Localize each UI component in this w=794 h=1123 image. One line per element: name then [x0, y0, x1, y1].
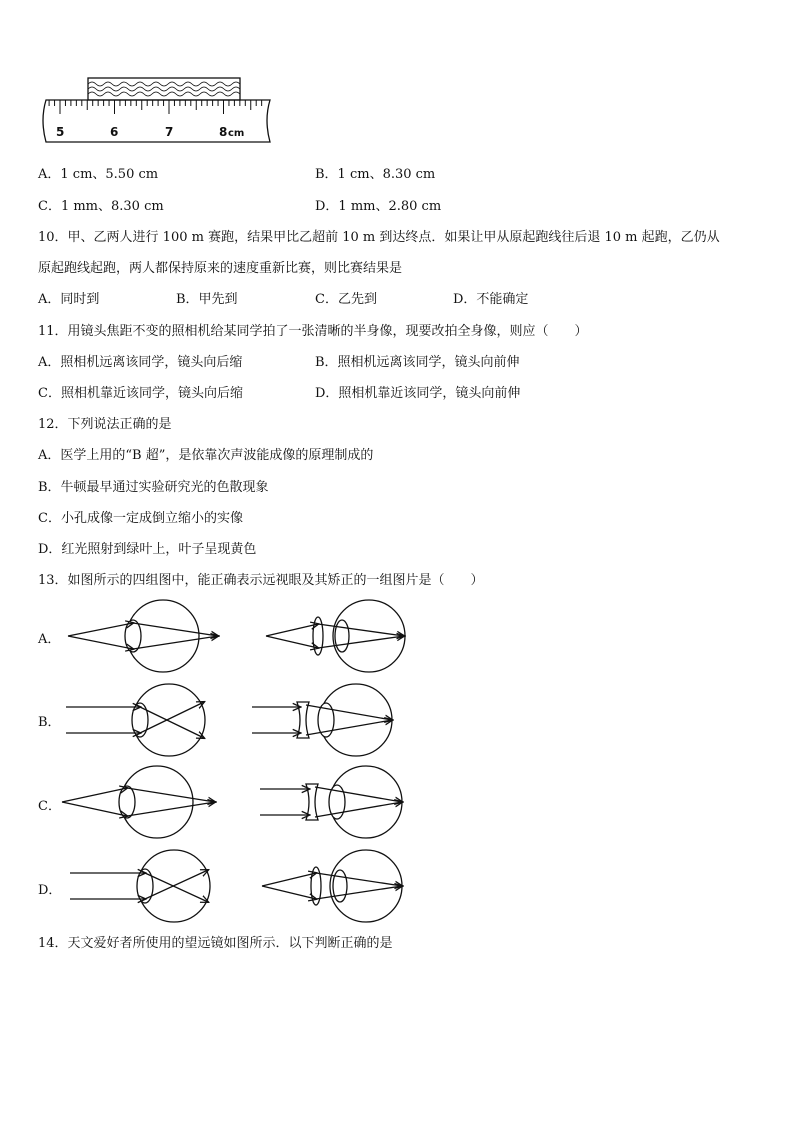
- diagram-a-left: [68, 600, 218, 672]
- ruler-unit: cm: [228, 128, 245, 139]
- q13-label-b: B．: [38, 715, 61, 730]
- diagram-c-right: [260, 766, 402, 838]
- ruler-number: 5: [56, 125, 65, 139]
- diagram-a-right: [266, 600, 405, 672]
- q13-label-a: A．: [38, 632, 61, 647]
- q9-option-c: C．1 mm、8.30 cm: [38, 199, 164, 214]
- q9-option-b: B．1 cm、8.30 cm: [315, 167, 436, 182]
- q10-option-b: B．甲先到: [176, 292, 238, 307]
- diagram-d-left: [70, 850, 210, 922]
- q12-option-b: B．牛顿最早通过实验研究光的色散现象: [38, 480, 269, 495]
- q10-option-c: C．乙先到: [315, 292, 377, 307]
- q14-stem: 14．天文爱好者所使用的望远镜如图所示．以下判断正确的是: [38, 936, 393, 951]
- q12-option-d: D．红光照射到绿叶上，叶子呈现黄色: [38, 542, 257, 557]
- q10-option-d: D．不能确定: [453, 292, 529, 307]
- diagram-b-left: [66, 684, 205, 756]
- q13-label-c: C．: [38, 799, 61, 814]
- q10-option-a: A．同时到: [38, 292, 100, 307]
- q12-stem: 12．下列说法正确的是: [38, 417, 172, 432]
- diagram-c-left: [62, 766, 215, 838]
- ruler-number: 6: [110, 125, 119, 139]
- ruler-number: 8: [219, 125, 228, 139]
- q13-label-d: D．: [38, 883, 62, 898]
- q9-option-a: A．1 cm、5.50 cm: [38, 167, 159, 182]
- q9-option-d: D．1 mm、2.80 cm: [315, 199, 442, 214]
- q11-option-d: D．照相机靠近该同学，镜头向前伸: [315, 386, 521, 401]
- q12-option-a: A．医学上用的“B 超”，是依靠次声波能成像的原理制成的: [38, 448, 374, 463]
- q11-option-a: A．照相机远离该同学，镜头向后缩: [38, 355, 243, 370]
- diagram-b-right: [252, 684, 392, 756]
- q10-stem-line2: 原起跑线起跑，两人都保持原来的速度重新比赛，则比赛结果是: [38, 261, 403, 276]
- diagram-d-right: [262, 850, 402, 922]
- ruler-number: 7: [165, 125, 174, 139]
- q11-stem: 11．用镜头焦距不变的照相机给某同学拍了一张清晰的半身像，现要改拍全身像，则应（ ）: [38, 324, 588, 339]
- q11-option-b: B．照相机远离该同学，镜头向前伸: [315, 355, 520, 370]
- q10-stem-line1: 10．甲、乙两人进行 100 m 赛跑，结果甲比乙超前 10 m 到达终点．如果让甲从原起跑线往后退 10 m 起跑，乙仍从: [38, 230, 720, 245]
- q11-option-c: C．照相机靠近该同学，镜头向后缩: [38, 386, 243, 401]
- q13-stem: 13．如图所示的四组图中，能正确表示远视眼及其矫正的一组图片是（ ）: [38, 573, 484, 588]
- q12-option-c: C．小孔成像一定成倒立缩小的实像: [38, 511, 243, 526]
